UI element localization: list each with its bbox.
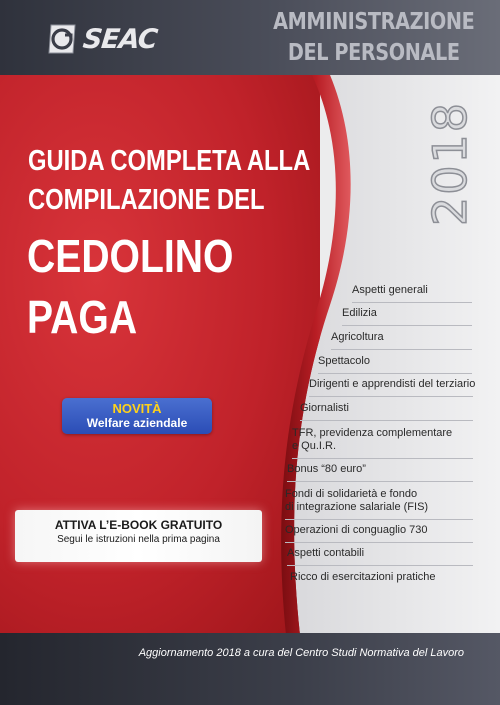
topic-item: Aspetti contabili (287, 547, 473, 566)
series-title (273, 6, 474, 68)
publisher-logo (45, 22, 157, 56)
title-line3: CEDOLINO (27, 230, 234, 282)
ebook-box (15, 510, 262, 562)
topic-item: Operazioni di conguaglio 730 (285, 524, 473, 543)
seac-logo-icon (45, 22, 79, 56)
topic-item: Aspetti generali (352, 284, 472, 303)
title-line4: PAGA (27, 291, 138, 343)
series-title-line1: AMMINISTRAZIONE (272, 7, 474, 35)
ebook-subtitle: Segui le istruzioni nella prima pagina (57, 534, 220, 545)
topic-item: Spettacolo (318, 355, 472, 374)
footer-text: Aggiornamento 2018 a cura del Centro Studi Normativa del Lavoro (138, 647, 464, 659)
series-title-line2: DEL PERSONALE (287, 38, 460, 66)
topic-item: Giornalisti (300, 402, 473, 421)
title-line2: COMPILAZIONE DEL (28, 184, 265, 216)
topic-item: Dirigenti e apprendisti del terziario (309, 378, 473, 397)
novita-subtitle: Welfare aziendale (86, 416, 188, 430)
topic-item: Agricoltura (331, 331, 472, 350)
ebook-title: ATTIVA L’E-BOOK GRATUITO (54, 518, 223, 532)
logo-text: SEAC (81, 23, 159, 55)
topic-item: TFR, previdenza complementare (292, 427, 453, 439)
topic-item: Ricco di esercitazioni pratiche (290, 571, 436, 583)
bottom-band (0, 633, 500, 705)
topic-item: Bonus “80 euro” (287, 463, 473, 482)
topic-item: di integrazione salariale (FIS) (285, 501, 473, 520)
topic-item: e Qu.I.R. (292, 440, 473, 459)
topic-item: Edilizia (342, 307, 472, 326)
novita-badge (62, 398, 212, 434)
top-band (0, 0, 500, 75)
novita-title: NOVITÀ (112, 401, 162, 416)
edition-year: 2018 (423, 100, 477, 226)
title-line1: GUIDA COMPLETA ALLA (28, 145, 311, 177)
topic-item: Fondi di solidarietà e fondo (285, 488, 418, 500)
